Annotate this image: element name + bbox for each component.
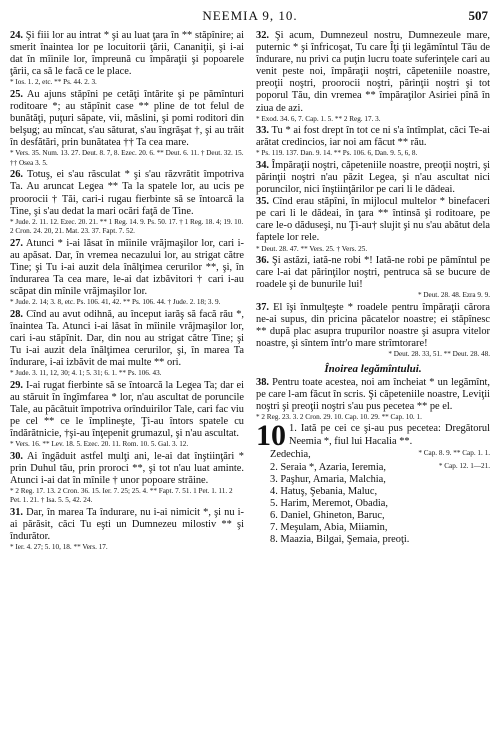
name-list: 6. Daniel, Ghineton, Baruc,: [270, 509, 385, 521]
verse-text: Tu * ai fost drept în tot ce ni s'a întîmplat, căci Te-ai arătat credincios, iar noi am făcut ** rău.: [256, 125, 490, 149]
name-list: 2. Seraia *, Azaria, Ieremia,: [270, 461, 386, 473]
verse-text: Cînd erau stăpîni, în mijlocul multelor * binefaceri pe cari li le dădeai, în ţara ** întinsă şi roditoare, pe care le-o dăduseşi, nu Ţi-au† slujit şi nu s'au abătut dela faptele lor rele.: [256, 196, 490, 244]
verse: [10, 238, 244, 298]
verse: [256, 377, 490, 413]
name-list: 4. Hatuş, Şebania, Maluc,: [270, 485, 378, 497]
verse: [10, 89, 244, 149]
verse: [256, 125, 490, 149]
verse-text: Împăraţii noştri, căpeteniile noastre, preoţii noştri, şi părinţii noştri n'au păzit Legea, şi n'au ascultat nici poruncilor, nici înştiinţărilor pe cari li le dădeai.: [256, 159, 490, 196]
name-line: [256, 462, 490, 474]
cross-reference: * 2 Reg. 23. 3. 2 Cron. 29. 10. Cap. 10. 29. ** Cap. 10. 1.: [256, 412, 422, 421]
running-title: NEEMIA 9, 10.: [202, 8, 298, 23]
cross-reference: * Cap. 8. 9. ** Cap. 1. 1.: [418, 449, 490, 458]
name-line: [256, 498, 490, 510]
cross-reference: * Jude. 2. 14; 3. 8, etc. Ps. 106. 41, 42. ** Ps. 106. 44. † Jude. 2. 18; 3. 9.: [10, 298, 221, 307]
verse-text: Cînd au avut odihnă, au început iarăş să facă rău *, înaintea Ta. Atunci i-ai lăsat în mîinile vrăjmaşilor lor, cari i-au stăpînit. Dar, din nou au strigat către Tine; şi Tu i-ai auzit dela înălţimea cerurilor, şi, în marea Ta îndurare, i-ai izbăvit de mai multe ** ori.: [10, 308, 244, 369]
verse-text: Şi fiii lor au intrat * şi au luat ţara în ** stăpînire; ai smerit înaintea lor pe locuitorii ţării, Cananiţii, şi i-ai dat în mîinile lor, împreună cu împăraţii şi popoarele ţării, ca să le facă ce le place.: [10, 30, 244, 78]
verse-text: Dar, în marea Ta îndurare, nu i-ai nimicit *, şi nu i-ai părăsit, căci Tu eşti un Dumnezeu milostiv ** şi îndurător.: [10, 506, 244, 543]
name-list: 3. Paşhur, Amaria, Malchia,: [270, 473, 386, 485]
verse-number: 25.: [10, 88, 23, 100]
name-list: 8. Maazia, Bilgai, Şemaia, preoţi.: [270, 534, 410, 546]
cross-reference: * Deut. 28. 47. ** Vers. 25. † Vers. 25.: [256, 244, 368, 253]
cross-reference: * Vers. 35. Num. 13. 27. Deut. 8. 7, 8. Ezec. 20. 6. ** Deut. 6. 11. † Deut. 32. 15. †† Osea 3. 5.: [10, 149, 244, 167]
verse-number: 36.: [256, 255, 269, 266]
cross-reference: * Jude. 2. 11. 12. Ezec. 20. 21. ** 1 Reg. 14. 9. Ps. 50. 17. † 1 Reg. 18. 4; 19. 10. 2 Cron. 24. 20, 21. Mat. 23. 37. Fapt. 7. 52.: [10, 217, 244, 236]
verse-number: 38.: [256, 376, 269, 388]
verse-number: 35.: [256, 196, 269, 208]
verse-number: 31.: [10, 506, 23, 518]
verse-number: 26.: [10, 169, 23, 181]
verse-number: 34.: [256, 159, 269, 171]
name-line: [256, 534, 490, 546]
verse-text: Totuş, ei s'au răsculat * şi s'au răzvrătit împotriva Ta. Au aruncat Legea ** Ta la spatele lor, au ucis pe proorocii † Tăi, cari-i rugau fierbinte să se întoarcă la Tine, şi s'au dedat la mari ocări faţă de Tine.: [10, 169, 244, 217]
cross-reference: * Ios. 1. 2, etc. ** Ps. 44. 2. 3.: [10, 78, 97, 87]
text-columns: [10, 30, 490, 554]
name-line: [256, 522, 490, 534]
name-line: [256, 510, 490, 522]
chapter-start: [256, 419, 490, 453]
cross-reference: * Deut. 28. 48. Ezra 9. 9.: [417, 291, 490, 300]
name-line: [256, 449, 490, 461]
page-header: [10, 8, 490, 30]
verse-text: Şi acum, Dumnezeul nostru, Dumnezeule mare, puternic * şi înfricoşat, Tu care Îţi ţii legămîntul Tău de îndurare, nu privi ca puţin lucru toate suferinţele cari au venit peste noi, împăraţii noştri, căpeteniile noastre, preoţii noştri, proorocii noştri, părinţii noştri şi tot poporul Tău, din vremea ** împăraţilor Asiriei pînă în ziua de azi.: [256, 30, 490, 114]
verse-number: 24.: [10, 30, 23, 41]
section-heading: Înoirea legămîntului.: [324, 362, 422, 375]
page-number: 507: [468, 8, 488, 23]
cross-reference: * Ps. 119. 137. Dan. 9. 14. ** Ps. 106. 6, Dan. 9. 5, 6, 8.: [256, 149, 418, 158]
chapter-number: 10: [256, 419, 286, 453]
verse: [256, 196, 490, 244]
verse: [10, 451, 244, 487]
verse: [256, 302, 490, 350]
verse: [10, 380, 244, 440]
verse: [256, 255, 490, 291]
cross-reference: * Vers. 16. ** Lev. 18. 5. Ezec. 20. 11. Rom. 10. 5. Gal. 3. 12.: [10, 440, 189, 449]
verse: [256, 30, 490, 115]
name-list: 5. Harim, Meremot, Obadia,: [270, 497, 389, 509]
verse-text: 1. Iată pe cei ce şi-au pus pecetea: Dregătorul Neemia *, fiul lui Hacalia **.: [289, 423, 490, 447]
verse-number: 32.: [256, 30, 269, 41]
verse: [256, 160, 490, 196]
verse-text: Atunci * i-ai lăsat în mîinile vrăjmaşilor lor, cari i-au apăsat. Dar, în vremea necazului lor, au strigat către Tine; şi Tu i-ai auzit dela înălţimea cerurilor **, şi, în îndurarea Ta cea mare, le-ai dat izbăvitori † cari i-au scăpat din mînile vrăjmaşilor lor.: [10, 237, 244, 298]
verse-number: 37.: [256, 301, 269, 313]
name-list: 7. Meşulam, Abia, Miiamin,: [270, 522, 388, 533]
name-line: [256, 486, 490, 498]
verse: [10, 309, 244, 369]
verse-number: 33.: [256, 125, 269, 137]
verse: [10, 30, 244, 78]
name-list: Zedechia,: [270, 449, 311, 461]
verse-text: Au ajuns stăpîni pe cetăţi întărite şi pe pămînturi roditoare *; au stăpînit case ** pline de tot felul de bunătăţi, puţuri săpate, vii, măslini, şi pomi roditori din belşug; au mîncat, s'au săturat, s'au îngrăşat †, şi au trăit în desfătări, prin bunătatea †† Ta cea mare.: [10, 88, 244, 149]
left-column: [10, 30, 244, 554]
verse-text: I-ai rugat fierbinte să se întoarcă la Legea Ta; dar ei au stăruit în îngîmfarea * lor, n'au ascultat de poruncile Tale, au păcătuit împotriva orînduirilor Tale, cari fac viu pe cel ** ce le împlineşte, Ţi-au întors spatele cu îndărătnicie, †şi-au înţepenit grumazul, şi n'au ascultat.: [10, 379, 244, 440]
cross-reference: * Jude. 3. 11, 12, 30; 4. 1; 5. 31; 6. 1. ** Ps. 106. 43.: [10, 369, 162, 378]
verse-number: 29.: [10, 379, 23, 391]
name-line: [256, 474, 490, 486]
cross-reference: * Ier. 4. 27; 5. 10, 18. ** Vers. 17.: [10, 543, 108, 552]
verse-number: 30.: [10, 450, 23, 462]
right-column: [256, 30, 490, 554]
verse-text: Ai îngăduit astfel mulţi ani, le-ai dat înştiinţări * prin Duhul tău, prin proroci **, şi tot n'au luat aminte. Atunci i-ai dat în mînile † unor popoare străine.: [10, 450, 244, 486]
verse-number: 27.: [10, 237, 23, 249]
verse-number: 28.: [10, 308, 23, 320]
verse-text: Şi astăzi, iată-ne robi *! Iată-ne robi pe pămîntul pe care l-ai dat părinţilor noştri, pentruca să se bucure de roadele şi de bunurile lui!: [256, 255, 490, 291]
verse-text: El îşi înmulţeşte * roadele pentru împăraţii cărora ne-ai supus, din pricina păcatelor noastre; ei stăpînesc ** după plac asupra trupurilor noastre şi asupra vitelor noastre, şi sîntem într'o mare strîmtorare!: [256, 301, 490, 350]
cross-reference: * Exod. 34. 6, 7. Cap. 1. 5. ** 2 Reg. 17. 3.: [256, 114, 381, 123]
verse: [10, 507, 244, 543]
verse: [10, 169, 244, 217]
cross-reference: * 2 Reg. 17. 13. 2 Cron. 36. 15. Ier. 7. 25; 25. 4. ** Fapt. 7. 51. 1 Pet. 1. 11. 2 Pet. 1. 21. † Isa. 5. 5, 42. 24.: [10, 486, 233, 505]
cross-reference: * Cap. 12. 1—21.: [438, 461, 490, 470]
cross-reference: * Deut. 28. 33, 51. ** Deut. 28. 48.: [388, 350, 490, 359]
verse-text: Pentru toate acestea, noi am încheiat * un legămînt, pe care l-am făcut în scris. Şi căpeteniile noastre, Leviţii noştri şi preoţii noştri s'au pus pecetea ** pe el.: [256, 376, 490, 412]
